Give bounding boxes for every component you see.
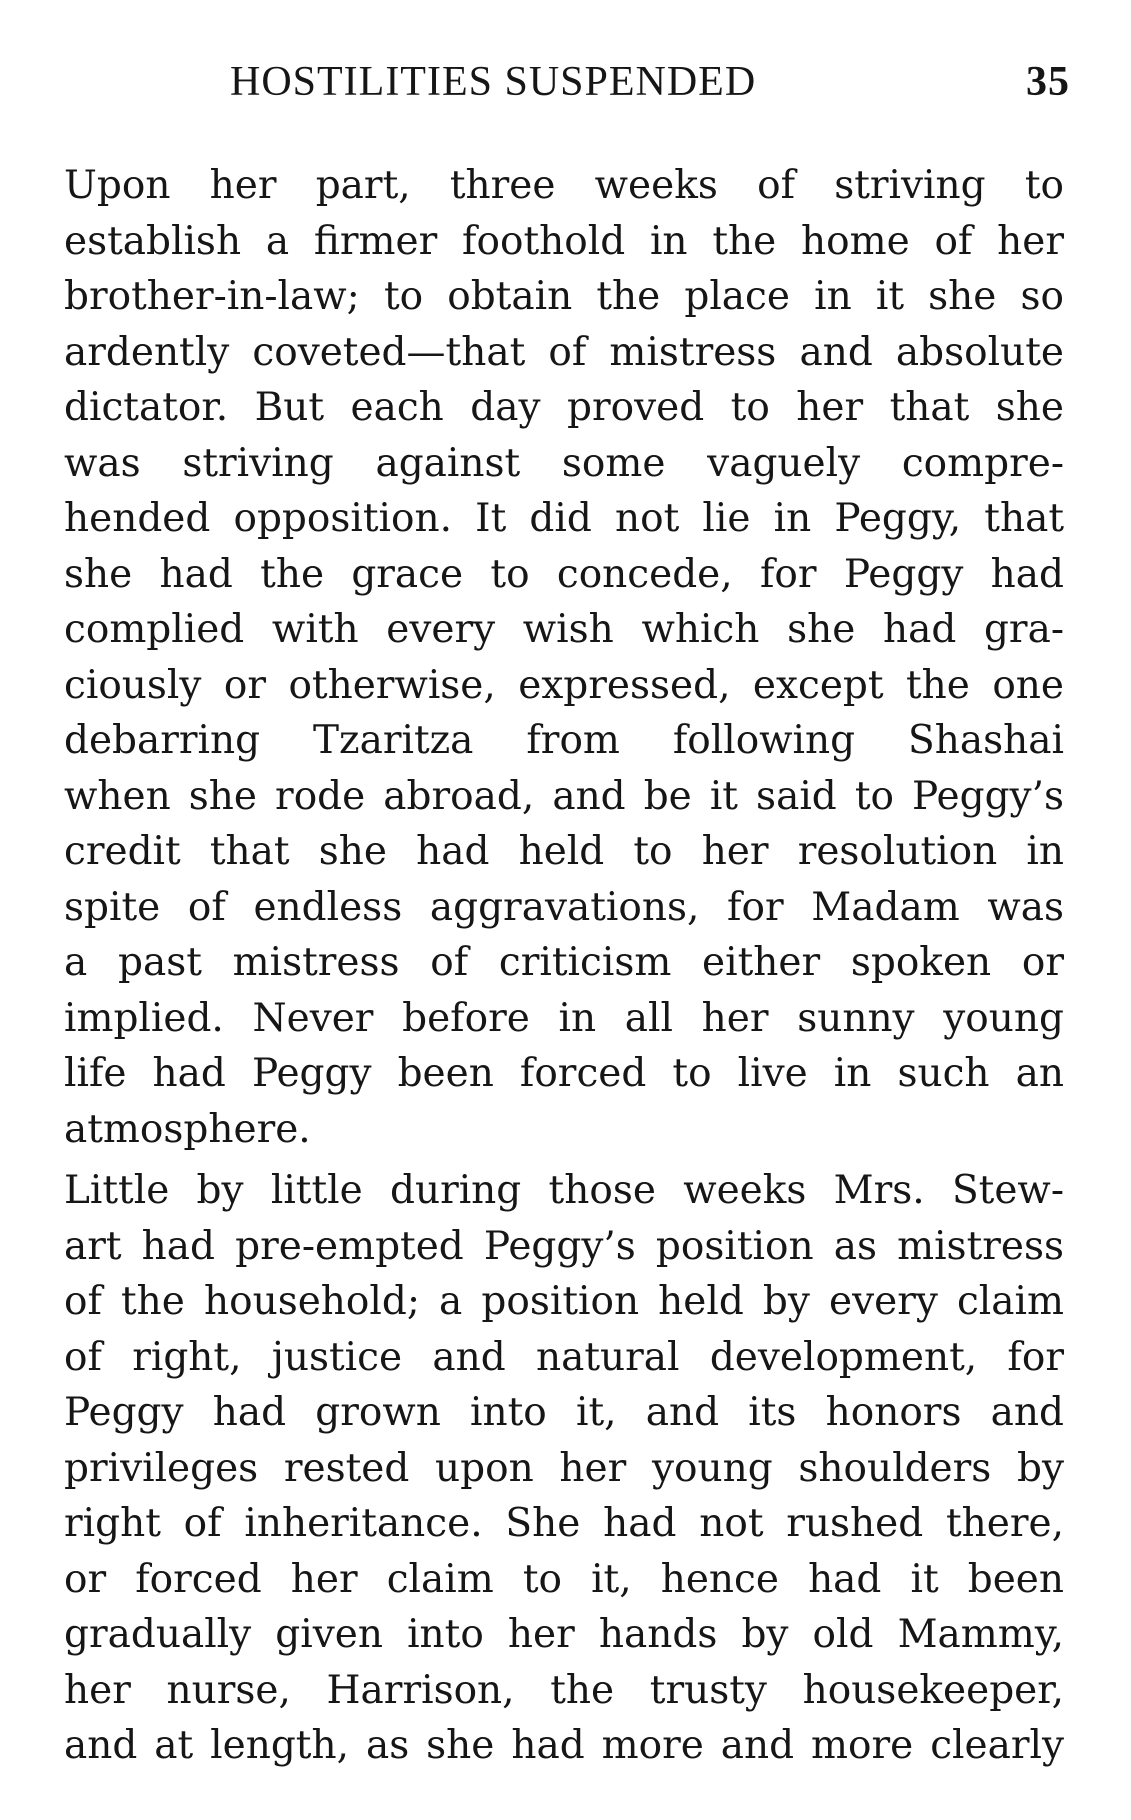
text-line: a past mistress of criticism either spoken or xyxy=(64,940,1064,985)
body-text xyxy=(64,158,1064,1774)
text-line: spite of endless aggravations, for Madam was xyxy=(64,884,1064,930)
text-line: privileges rested upon her young shoulders by xyxy=(64,1445,1064,1491)
text-line: her nurse, Harrison, the trusty housekeeper, xyxy=(64,1667,1064,1713)
text-line: was striving against some vaguely compre- xyxy=(64,440,1064,486)
paragraph-1 xyxy=(64,158,1064,1157)
text-line: establish a firmer foothold in the home of her xyxy=(64,218,1064,264)
page-number: 35 xyxy=(1026,59,1070,105)
text-line: brother-in-law; to obtain the place in it she so xyxy=(64,274,1064,319)
text-line: of the household; a position held by every claim xyxy=(64,1279,1064,1324)
text-line: ardently coveted—that of mistress and absolute xyxy=(64,329,1064,375)
text-line: and at length, as she had more and more clearly xyxy=(64,1723,1064,1768)
text-line: credit that she had held to her resolution in xyxy=(64,829,1064,874)
text-line: or forced her claim to it, hence had it been xyxy=(64,1556,1064,1602)
text-line: Peggy had grown into it, and its honors and xyxy=(64,1390,1064,1435)
text-line: hended opposition. It did not lie in Peggy, that xyxy=(64,496,1064,541)
text-line: she had the grace to concede, for Peggy had xyxy=(64,551,1064,597)
chapter-title: HOSTILITIES SUSPENDED xyxy=(230,59,757,105)
text-line: gradually given into her hands by old Mammy, xyxy=(64,1612,1064,1657)
running-head xyxy=(60,58,1070,118)
text-line: dictator. But each day proved to her that she xyxy=(64,385,1064,430)
text-line: debarring Tzaritza from following Shashai xyxy=(64,718,1064,763)
text-line: Upon her part, three weeks of striving to xyxy=(64,163,1064,208)
text-line: of right, justice and natural development, for xyxy=(64,1334,1064,1380)
text-line: Little by little during those weeks Mrs. Stew- xyxy=(64,1168,1064,1213)
text-line: when she rode abroad, and be it said to Peggy’s xyxy=(64,773,1064,819)
paragraph-2 xyxy=(64,1163,1064,1774)
text-line: atmosphere. xyxy=(64,1106,311,1152)
text-line: complied with every wish which she had gra- xyxy=(64,607,1064,652)
text-line: art had pre-empted Peggy’s position as mistress xyxy=(64,1223,1064,1269)
text-line: right of inheritance. She had not rushed there, xyxy=(64,1501,1064,1546)
text-line: life had Peggy been forced to live in such an xyxy=(64,1051,1064,1096)
text-line: ciously or otherwise, expressed, except the one xyxy=(64,662,1064,708)
text-line: implied. Never before in all her sunny young xyxy=(64,995,1064,1041)
